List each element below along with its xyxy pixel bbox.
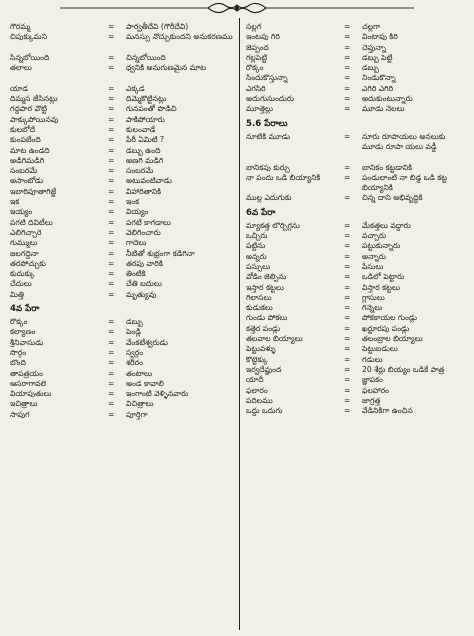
glossary-entry (10, 115, 234, 125)
entry-term: మాట ఉండది (10, 145, 50, 155)
equals-sign: = (108, 83, 115, 93)
glossary-entry (10, 22, 234, 32)
glossary-entry (246, 231, 468, 241)
entry-definition: గునపంతో పొడిచి (126, 104, 177, 114)
glossary-entry (10, 317, 234, 327)
section-heading-56: 5.6 పేరాలు (246, 118, 288, 129)
equals-sign: = (108, 347, 115, 357)
equals-sign: = (108, 197, 115, 207)
glossary-entry (10, 249, 234, 259)
entry-definition: మూడు నెలలు (362, 104, 405, 114)
entry-definition: వెలిగించారు (126, 227, 161, 237)
entry-definition: ఎగిరి ఎగిరి (362, 83, 394, 93)
equals-sign: = (344, 261, 351, 271)
entry-term: ఒద్దు ఒదుగు (246, 406, 283, 416)
entry-term: గుమ్ములు (10, 238, 38, 248)
equals-sign: = (108, 176, 115, 186)
glossary-entry (246, 22, 468, 32)
glossary-entry (10, 358, 234, 368)
entry-term: పగటి దివిటీలు (10, 217, 53, 227)
glossary-entry (246, 43, 468, 53)
entry-definition: డబ్బు (126, 317, 143, 327)
entry-definition: పాకిపోయారు (126, 114, 165, 124)
entry-term: సాపుగ (10, 409, 30, 419)
entry-definition: డబ్బు ఉంది (126, 145, 161, 155)
entry-term: కొట్టెక్కు (246, 354, 268, 364)
equals-sign: = (108, 124, 115, 134)
equals-sign: = (344, 162, 351, 172)
entry-definition: మనస్సు నొచ్చుకుందని అనుకరణము (126, 32, 233, 42)
entry-term: అడిగిమడిగి (10, 155, 45, 165)
entry-term: ఆసరాగావలె (10, 378, 47, 388)
entry-term: ముల్ల ఎదుగుకు (246, 193, 292, 203)
entry-definition: గాదెలు (126, 238, 147, 248)
glossary-entry (246, 94, 468, 104)
entry-term: దిమ్మస జేసినట్లు (10, 94, 58, 104)
section-heading-6: 6వ పేరా (246, 207, 276, 218)
entry-definition: పార్వతీదేవి (గౌరీదేవి) (126, 22, 189, 31)
entry-term: కుంపబేంది (10, 135, 41, 145)
glossary-entry (10, 338, 234, 348)
glossary-entry (246, 293, 468, 303)
glossary-list-6 (246, 221, 468, 417)
glossary-entry (246, 163, 468, 173)
glossary-list-4 (10, 317, 234, 420)
header-ornament (0, 0, 474, 16)
glossary-entry (246, 406, 468, 416)
glossary-entry (246, 132, 468, 163)
glossary-entry (10, 369, 234, 379)
entry-definition: వచ్చారు (362, 231, 387, 241)
glossary-entry (246, 324, 468, 334)
entry-term: ఇక (10, 197, 20, 207)
equals-sign: = (108, 94, 115, 104)
glossary-entry (246, 84, 468, 94)
glossary-entry (246, 53, 468, 63)
equals-sign: = (344, 323, 351, 333)
entry-term: కత్తెర పండ్లు (246, 323, 281, 333)
entry-definition: డబ్బు పెట్టి (362, 52, 393, 62)
glossary-entry (10, 269, 234, 279)
equals-sign: = (108, 399, 115, 409)
glossary-entry (246, 241, 468, 251)
glossary-entry (10, 228, 234, 238)
entry-definition: జాగ్రత్త (362, 395, 381, 405)
equals-sign: = (344, 395, 351, 405)
glossary-entry (10, 379, 234, 389)
entry-term: సిన్నబోయింది (10, 52, 50, 62)
left-column (10, 22, 234, 632)
right-column (246, 22, 468, 632)
entry-definition: పూర్తిగా (126, 409, 148, 419)
entry-term: ఇంటపు గిరి (246, 32, 280, 42)
entry-term: చిపుక్కుమని (10, 32, 47, 42)
entry-definition: చెప్తున్నా (362, 42, 387, 52)
entry-term: ఇస్తార కట్టలు (246, 282, 284, 292)
glossary-entry (10, 259, 234, 269)
entry-definition: చిన్నబోయింది (126, 52, 166, 62)
equals-sign: = (108, 63, 115, 73)
entry-definition: పేరీ ఏమిటి ? (126, 135, 165, 145)
equals-sign: = (108, 186, 115, 196)
entry-definition: వేడినికిగా ఉంచిన (362, 406, 413, 416)
entry-term: కల్యాణం (10, 327, 36, 337)
entry-definition: విహారితానికి (126, 186, 162, 196)
entry-definition: 20 శేర్లు బియ్యం ఒడికే పాత్ర (362, 364, 445, 374)
equals-sign: = (108, 317, 115, 327)
equals-sign: = (108, 207, 115, 217)
equals-sign: = (344, 193, 351, 203)
glossary-entry (10, 156, 234, 166)
entry-term: నా పందు ఒడి బియ్యానికి (246, 172, 321, 182)
entry-definition: అటువంటివాడు (126, 176, 172, 186)
entry-definition: అదుకుంటున్నారు (362, 94, 413, 104)
entry-definition: గ్లాసులు (362, 292, 385, 302)
entry-term: గల్లపెట్టి (246, 52, 268, 62)
entry-term: సంబరమే (10, 166, 38, 176)
entry-term: మూత్తెల్లు (246, 104, 274, 114)
entry-term: ఫలారం (246, 385, 268, 395)
glossary-entry (246, 73, 468, 83)
entry-term: పదిలము (246, 395, 273, 405)
entry-term: యాడ (10, 83, 28, 93)
equals-sign: = (108, 358, 115, 368)
equals-sign: = (108, 32, 115, 42)
glossary-list-56 (246, 132, 468, 204)
section-heading-4: 4వ పేరా (10, 304, 40, 315)
entry-term: సిందుకొస్తున్నా (246, 73, 288, 83)
entry-definition: చల్లగా (362, 22, 381, 31)
entry-term: శ్రీనివాసుడు (10, 337, 44, 347)
entry-definition: చిన్న దాని అభివృద్ధికి (362, 193, 423, 203)
entry-term: తలాలు (10, 63, 32, 73)
entry-definition: ధ్వనికి అనుగుణమైన మాట (126, 63, 206, 73)
entry-definition: వియ్యం (126, 207, 149, 217)
entry-definition: మేకత్తలు వద్దారు (362, 220, 411, 230)
glossary-entry (10, 32, 234, 53)
entry-term: మిత్తి (10, 289, 24, 299)
entry-term: యాదీ (246, 375, 264, 385)
entry-definition: కులంవాడే (126, 124, 156, 134)
entry-term: జలగద్దినా (10, 248, 39, 258)
glossary-entry (10, 238, 234, 248)
entry-definition: గిన్నెలు (362, 303, 383, 313)
glossary-entry (246, 252, 468, 262)
equals-sign: = (344, 172, 351, 182)
glossary-entry (10, 218, 234, 228)
glossary-entry (10, 399, 234, 409)
entry-term: బానికపు కుర్చు (246, 162, 290, 172)
equals-sign: = (344, 220, 351, 230)
entry-term: తాపత్రయం (10, 368, 43, 378)
entry-term: కుదుక్కు (10, 269, 35, 279)
entry-term: వోడిం జెల్పిను (246, 272, 287, 282)
glossary-entry (246, 386, 468, 396)
entry-term: జెప్పంద (246, 42, 269, 52)
entry-term: అన్నరు (246, 251, 267, 261)
entry-term: గద్దపార వొట్టి (10, 104, 48, 114)
equals-sign: = (344, 251, 351, 261)
entry-term: ఇచిత్రాలు (10, 399, 38, 409)
entry-definition: పట్టుకున్నారు (362, 241, 401, 251)
entry-definition: డబ్బు (362, 63, 379, 73)
equals-sign: = (344, 385, 351, 395)
glossary-entry (10, 176, 234, 186)
entry-definition: పోకకాయల గుండ్లు (362, 313, 418, 323)
glossary-entry (246, 272, 468, 282)
equals-sign: = (108, 337, 115, 347)
glossary-entry (246, 193, 468, 203)
entry-term: తలవాల బియ్యాలు (246, 334, 303, 344)
equals-sign: = (344, 364, 351, 374)
glossary-entry (246, 375, 468, 385)
equals-sign: = (108, 248, 115, 258)
glossary-entry (246, 365, 468, 375)
entry-term: సొర్గం (10, 347, 27, 357)
equals-sign: = (344, 334, 351, 344)
equals-sign: = (108, 269, 115, 279)
glossary-entry (246, 334, 468, 344)
entry-definition: పండులాంటి నా బిడ్డ ఒడి కట్ట బియ్యానికి (362, 172, 448, 193)
entry-term: కులబోదే (10, 124, 36, 134)
equals-sign: = (344, 406, 351, 416)
glossary-entry (10, 197, 234, 207)
glossary-entry (10, 135, 234, 145)
equals-sign: = (344, 83, 351, 93)
glossary-entry (246, 355, 468, 365)
entry-term: అదుగుసుందురు (246, 94, 295, 104)
glossary-entry (246, 313, 468, 323)
entry-term: పస్సులు (246, 261, 271, 271)
entry-term: గుండు పోకలు (246, 313, 288, 323)
equals-sign: = (108, 227, 115, 237)
glossary-entry (246, 283, 468, 293)
entry-term: బొంది (10, 358, 26, 368)
glossary-entry (246, 32, 468, 42)
entry-definition: శరీరం (126, 358, 144, 368)
equals-sign: = (108, 279, 115, 289)
equals-sign: = (108, 238, 115, 248)
entry-definition: ఎక్కడ (126, 83, 145, 93)
glossary-entry (10, 94, 234, 104)
entry-definition: బానికం కట్టడానికి (362, 162, 413, 172)
entry-term: పెట్టువళ్ళు (246, 344, 276, 354)
entry-term: పట్టిను (246, 241, 266, 251)
glossary-entry (246, 303, 468, 313)
entry-definition: తలంబ్రాల బియ్యాలు (362, 334, 423, 344)
glossary-entry (10, 125, 234, 135)
equals-sign: = (344, 344, 351, 354)
entry-definition: వేంకటేశ్వరుడు (126, 337, 168, 347)
entry-term: తరపోచ్చుకు (10, 258, 46, 268)
equals-sign: = (344, 94, 351, 104)
glossary-entry (10, 327, 234, 337)
glossary-entry (10, 348, 234, 358)
equals-sign: = (344, 32, 351, 42)
entry-definition: ఇంగాంటి వెళ్ళినవారు (126, 389, 189, 399)
entry-definition: మృత్యువు (126, 289, 157, 299)
equals-sign: = (108, 327, 115, 337)
glossary-entry (246, 221, 468, 231)
entry-term: అసాంబోడు (10, 176, 44, 186)
equals-sign: = (108, 155, 115, 165)
entry-definition: విచిత్రాలు (126, 399, 154, 409)
glossary-entry (10, 187, 234, 197)
equals-sign: = (108, 52, 115, 62)
equals-sign: = (108, 217, 115, 227)
equals-sign: = (108, 166, 115, 176)
entry-definition: ఖర్జూరపు పండ్లు (362, 323, 410, 333)
equals-sign: = (344, 272, 351, 282)
entry-definition: విస్తార కట్టలు (362, 282, 400, 292)
glossary-entry (10, 410, 234, 420)
entry-term: ఇర్వదేవ్జుంద (246, 364, 282, 374)
column-divider (239, 18, 240, 630)
entry-term: నూటికి మూడు (246, 131, 290, 141)
entry-term: గౌరమ్మ (10, 22, 31, 31)
equals-sign: = (344, 42, 351, 52)
entry-definition: పగటే కాగడాలు (126, 217, 171, 227)
entry-definition: పెండ్లి (126, 327, 141, 337)
equals-sign: = (108, 389, 115, 399)
entry-term: ఇబారిపూతాగిజ్జే (10, 186, 57, 196)
equals-sign: = (108, 145, 115, 155)
entry-term: మ్యాకత్త లొర్చిగ్గను (246, 220, 300, 230)
entry-definition: తంటాలు (126, 368, 153, 378)
equals-sign: = (344, 292, 351, 302)
glossary-entry (10, 279, 234, 289)
glossary-entry (246, 173, 468, 194)
entry-definition: పేసులు (362, 261, 384, 271)
equals-sign: = (344, 241, 351, 251)
entry-term: వియాపుతులు (10, 389, 52, 399)
equals-sign: = (344, 131, 351, 141)
entry-definition: జ్ఞాపకం (362, 375, 383, 385)
equals-sign: = (108, 22, 115, 31)
equals-sign: = (108, 378, 115, 388)
equals-sign: = (344, 73, 351, 83)
glossary-entry (10, 166, 234, 176)
entry-definition: సంబరమే (126, 166, 154, 176)
entry-definition: ఒడిలో పెట్టారు (362, 272, 405, 282)
equals-sign: = (344, 52, 351, 62)
glossary-entry (246, 104, 468, 114)
equals-sign: = (344, 303, 351, 313)
equals-sign: = (344, 354, 351, 364)
entry-term: ఎలిగిచ్చారె (10, 227, 42, 237)
equals-sign: = (108, 368, 115, 378)
entry-definition: అండ కావాలి (126, 378, 164, 388)
entry-definition: నిండుకొన్నా (362, 73, 396, 83)
entry-term: సల్లగ (246, 22, 262, 31)
entry-definition: ఫలహారం (362, 385, 389, 395)
equals-sign: = (108, 104, 115, 114)
entry-definition: నూరు రూపాయలు అనలుకు మూడు రూపా యలు వడ్డీ (362, 131, 446, 151)
equals-sign: = (108, 258, 115, 268)
entry-definition: తింటికి (126, 269, 146, 279)
glossary-entry (10, 104, 234, 114)
entry-term: కుడుకలు (246, 303, 273, 313)
glossary-entry (246, 63, 468, 73)
entry-term: చేదులు (10, 279, 32, 289)
glossary-list-right (246, 22, 468, 115)
entry-definition: తరపు వారికి (126, 258, 163, 268)
glossary-entry (10, 207, 234, 217)
glossary-entry (10, 84, 234, 94)
equals-sign: = (344, 22, 351, 31)
entry-term: పాక్కుపోయినవు (10, 114, 59, 124)
entry-term: రొక్కం (10, 317, 28, 327)
entry-term: ఎగసిరి (246, 83, 266, 93)
glossary-entry (246, 262, 468, 272)
entry-term: గిలాసలు (246, 292, 272, 302)
glossary-entry (10, 389, 234, 399)
equals-sign: = (344, 313, 351, 323)
equals-sign: = (108, 289, 115, 299)
entry-definition: దిమ్మెకొట్టినట్లు (126, 94, 167, 104)
entry-definition: స్వర్గం (126, 347, 144, 357)
entry-definition: వింటాపు కిరి (362, 32, 398, 42)
equals-sign: = (344, 375, 351, 385)
equals-sign: = (108, 135, 115, 145)
entry-definition: గడులు (362, 354, 383, 364)
glossary-list-left (10, 22, 234, 300)
glossary-entry (10, 53, 234, 63)
equals-sign: = (108, 409, 115, 419)
glossary-entry (10, 63, 234, 84)
equals-sign: = (344, 231, 351, 241)
entry-definition: అణగి మడిగి (126, 155, 164, 165)
equals-sign: = (344, 282, 351, 292)
glossary-entry (10, 290, 234, 300)
entry-definition: పెట్టుబడులు (362, 344, 398, 354)
equals-sign: = (344, 63, 351, 73)
entry-term: ఒచ్చిరు (246, 231, 268, 241)
glossary-entry (10, 146, 234, 156)
equals-sign: = (344, 104, 351, 114)
glossary-entry (246, 396, 468, 406)
glossary-entry (246, 344, 468, 354)
equals-sign: = (108, 114, 115, 124)
entry-definition: ఇంక (126, 197, 140, 207)
entry-definition: నీటితో శుభ్రంగా కడిగినా (126, 248, 195, 258)
entry-term: రొక్కం (246, 63, 264, 73)
entry-definition: చేతి బదులు (126, 279, 162, 289)
entry-definition: అన్నారు (362, 251, 386, 261)
entry-term: ఇయ్యం (10, 207, 33, 217)
